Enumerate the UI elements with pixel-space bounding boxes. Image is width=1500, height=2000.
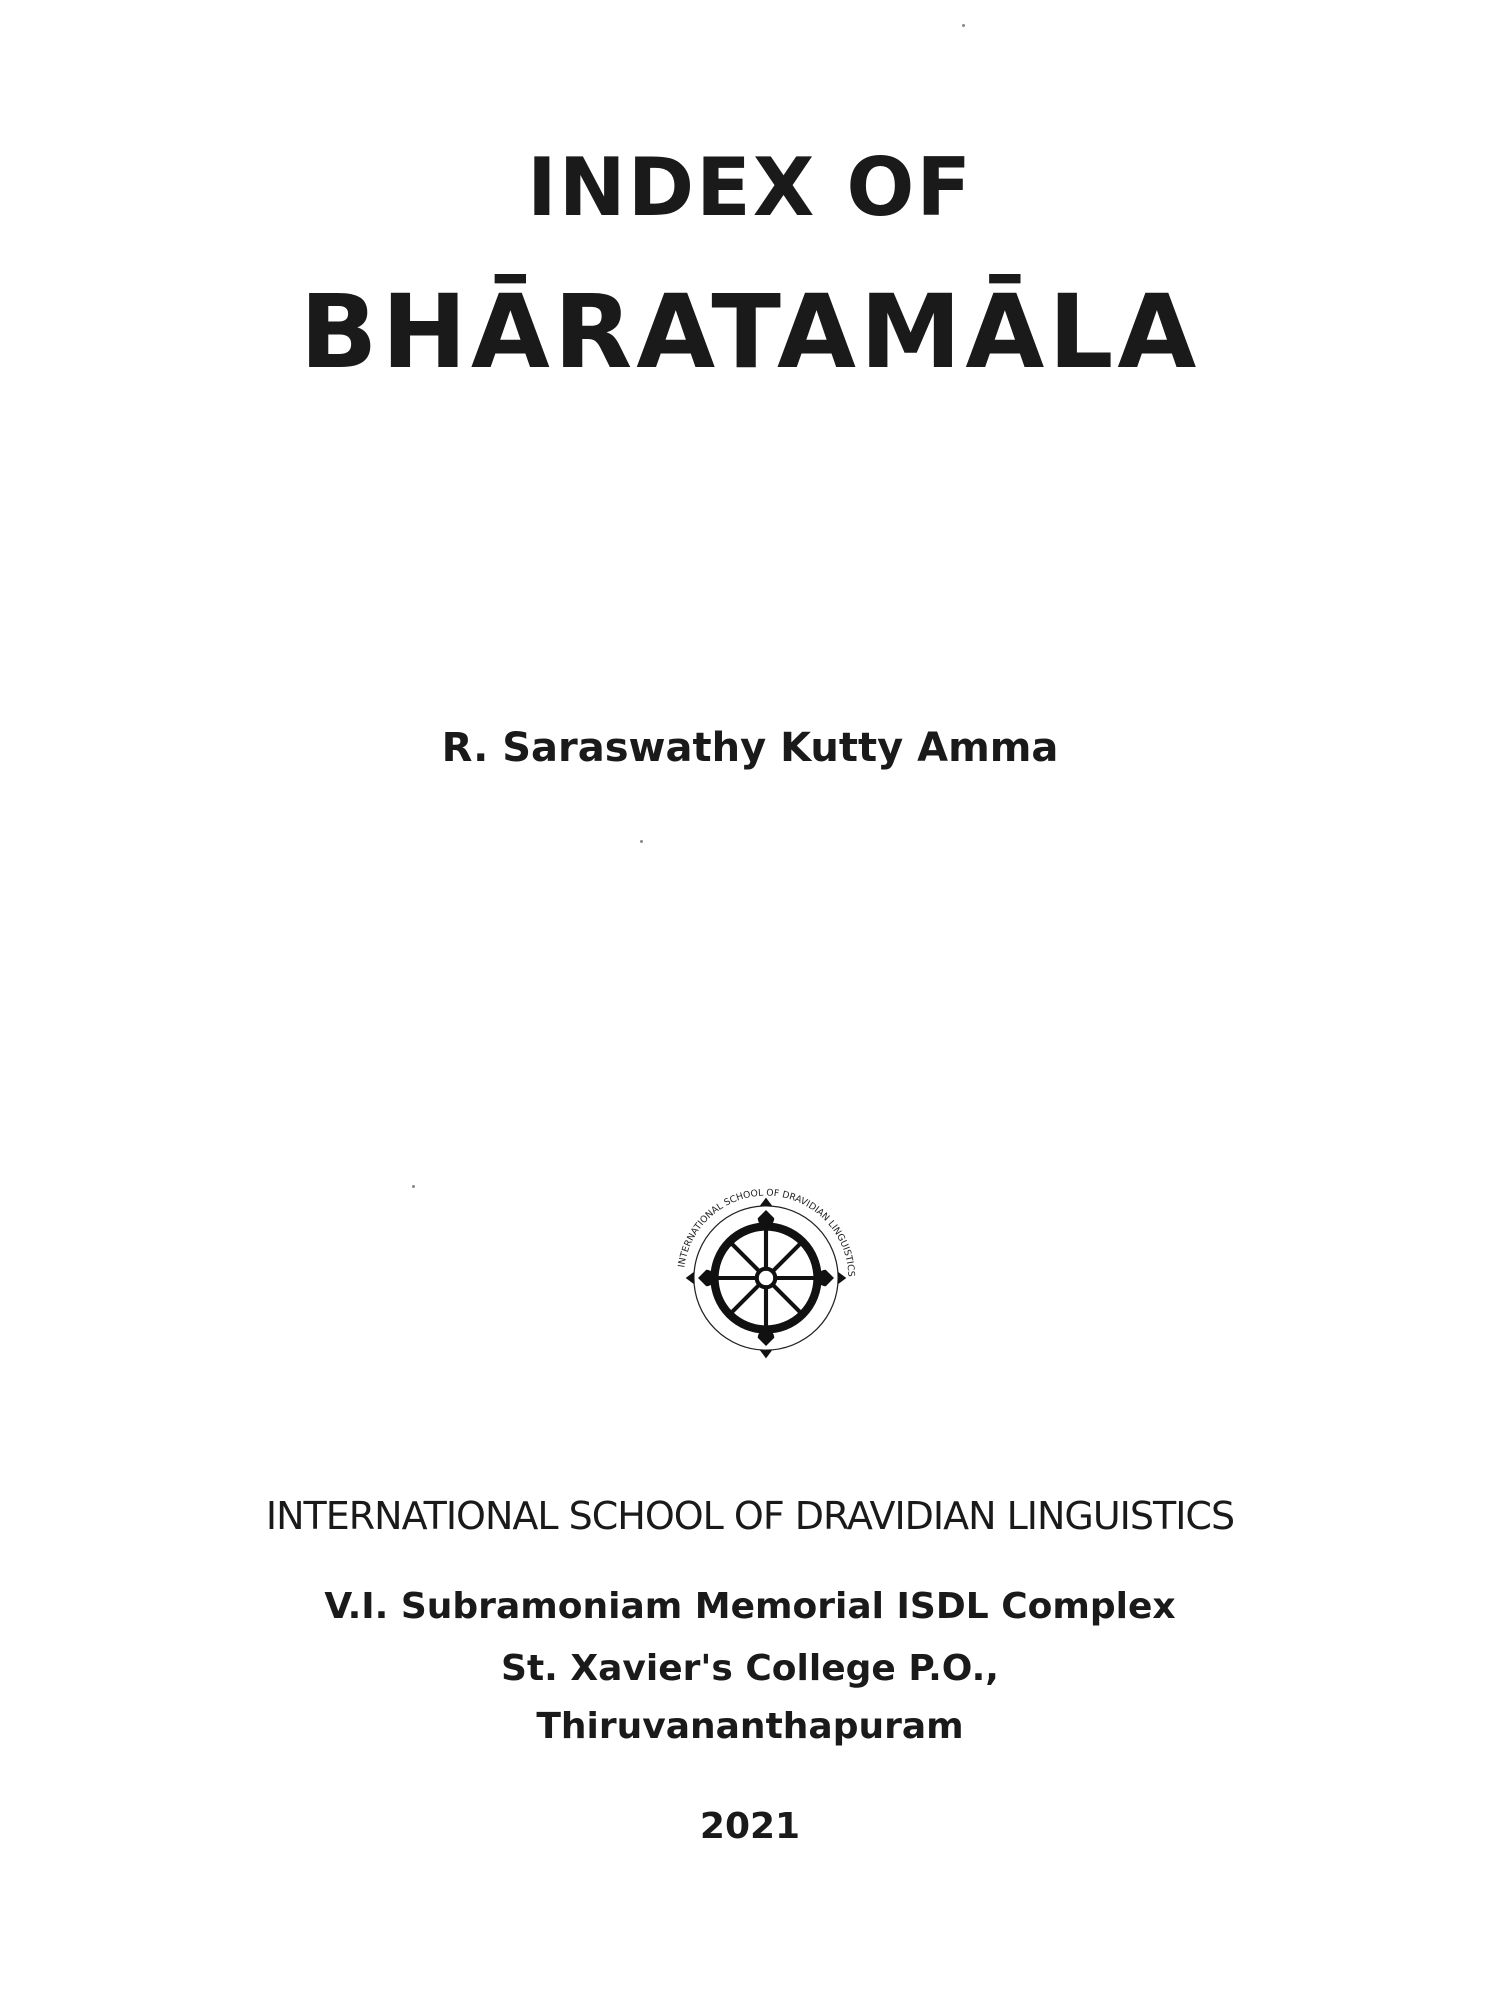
address-line-3: Thiruvananthapuram <box>536 1706 964 1747</box>
title-line-2: BHĀRATAMĀLA <box>299 273 1201 392</box>
publication-year: 2021 <box>699 1806 801 1847</box>
address-line-2: St. Xavier's College P.O., <box>501 1648 999 1689</box>
scan-speck <box>962 24 965 27</box>
author-name: R. Saraswathy Kutty Amma <box>441 725 1059 771</box>
title-line-1: INDEX OF <box>527 141 973 234</box>
scan-speck <box>412 1185 415 1188</box>
dharma-wheel-emblem-icon <box>663 1175 869 1381</box>
address-line-1: V.I. Subramoniam Memorial ISDL Complex <box>324 1586 1176 1627</box>
scan-speck <box>640 840 643 843</box>
publisher-name: INTERNATIONAL SCHOOL OF DRAVIDIAN LINGUISTICS <box>265 1494 1235 1538</box>
emblem-ring-text: INTERNATIONAL SCHOOL OF DRAVIDIAN LINGUISTICS <box>676 1187 857 1278</box>
